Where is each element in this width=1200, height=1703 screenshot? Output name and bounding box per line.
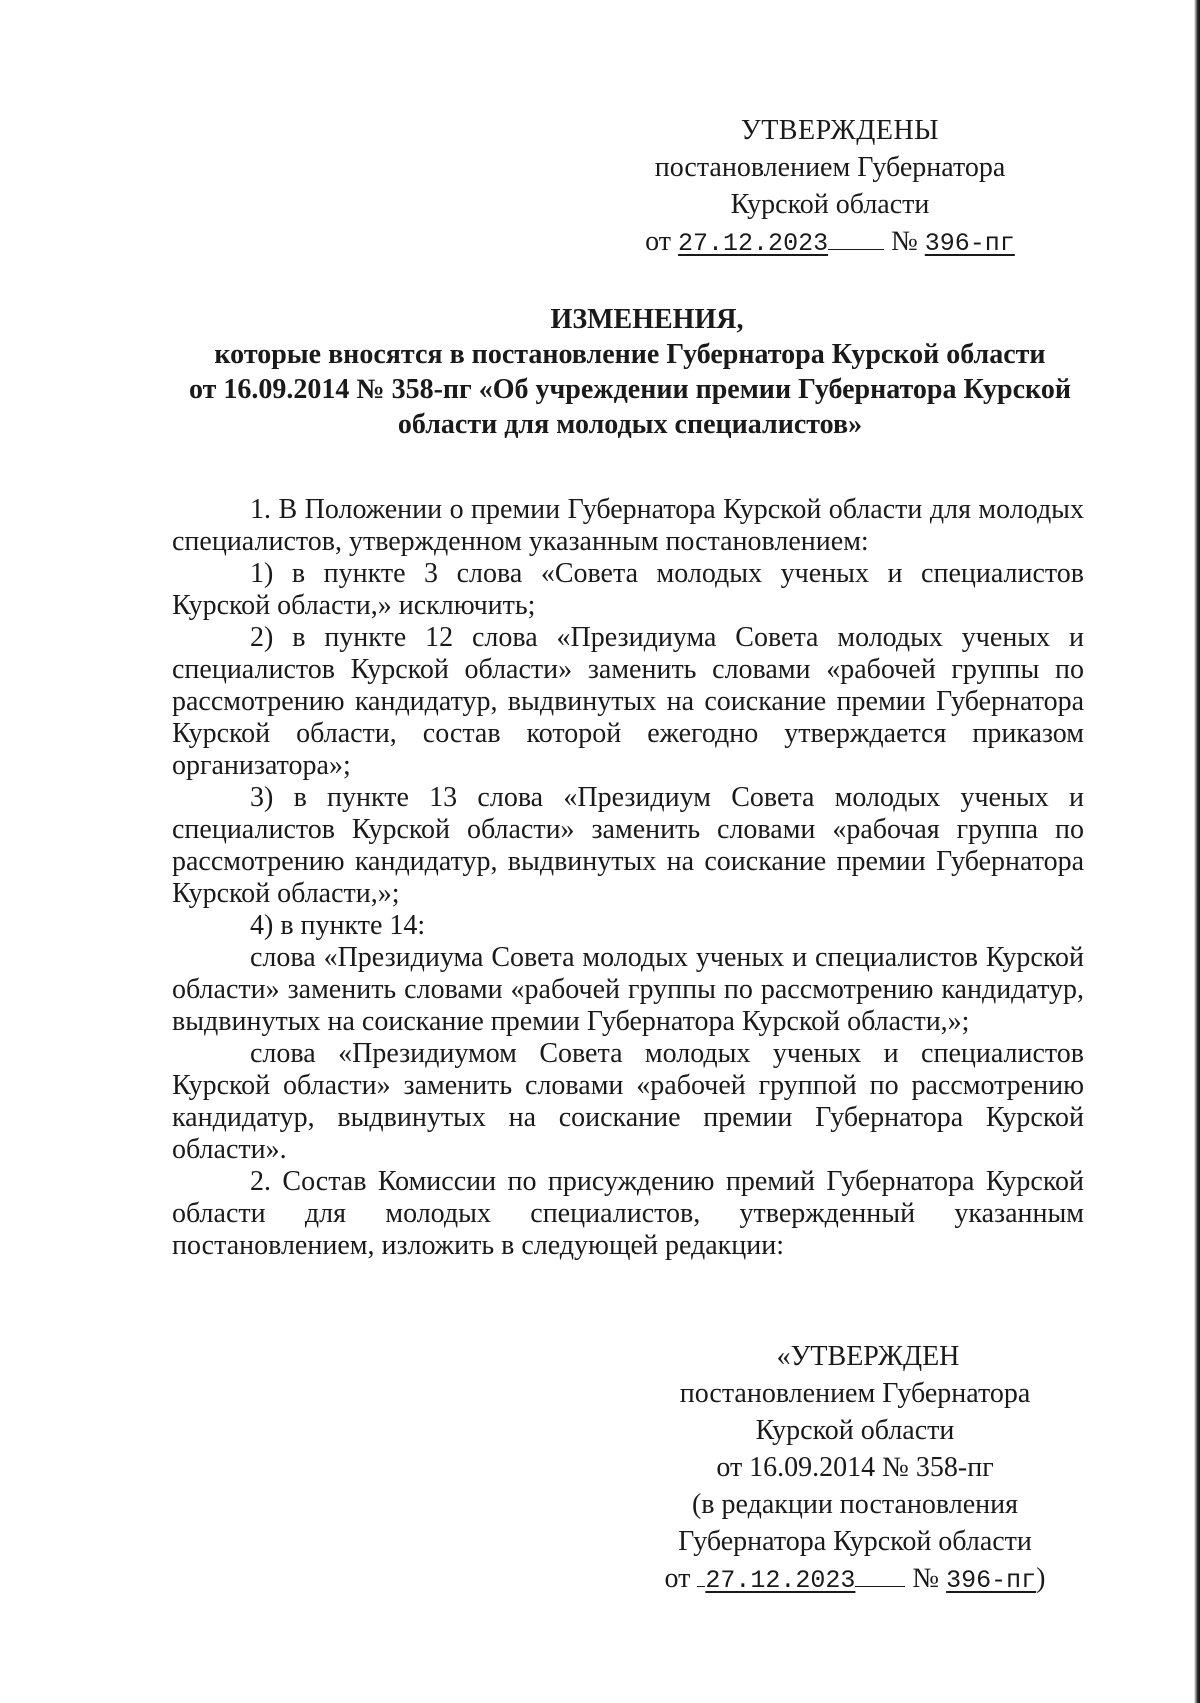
approval-line-2: Курской области	[730, 189, 930, 220]
paragraph: 2. Состав Комиссии по присуждению премий Губернатора Курской области для молодых специалистов, утвержденный указанным постановлением, изложить в следующей редакции:	[172, 1166, 1084, 1261]
closing-paren: )	[1036, 1563, 1046, 1594]
approval-heading: «УТВЕРЖДЕН	[776, 1341, 960, 1372]
approval-line-1: постановлением Губернатора	[654, 152, 1006, 183]
approval-stamp-bottom	[610, 1338, 1100, 1599]
approval-stamp-top	[560, 112, 1100, 262]
document-body	[172, 494, 1084, 1262]
number-prefix: №	[912, 1563, 940, 1594]
date-underline	[828, 227, 884, 250]
paragraph: слова «Президиума Совета молодых ученых и специалистов Курской области» заменить словами «рабочей группы по рассмотрению кандидатур, выдвинутых на соискание премии Губернатора Курской области,»;	[172, 942, 1084, 1037]
paragraph: 1) в пункте 3 слова «Совета молодых ученых и специалистов Курской области,» исключить;	[172, 558, 1084, 621]
title-line-4: области для молодых специалистов»	[397, 409, 863, 440]
approval-date-number	[610, 1560, 1100, 1599]
approval-date-number	[560, 223, 1100, 262]
title-line-3: от 16.09.2014 № 358-пг «Об учреждении премии Губернатора Курской	[189, 374, 1071, 405]
approval-number: 396-пг	[924, 229, 1015, 258]
approval-line-3: от 16.09.2014 № 358-пг	[716, 1452, 994, 1483]
paragraph: 2) в пункте 12 слова «Президиума Совета молодых ученых и специалистов Курской области» заменить словами «рабочей группы по рассмотрению кандидатур, выдвинутых на соискание премии Губернатора Курской области, состав которой ежегодно утверждается приказом организатора»;	[172, 622, 1084, 781]
approval-heading: УТВЕРЖДЕНЫ	[740, 115, 940, 146]
approval-number: 396-пг	[946, 1566, 1037, 1595]
approval-date: 27.12.2023	[678, 229, 829, 258]
paragraph: 4) в пункте 14:	[250, 910, 426, 941]
number-prefix: №	[891, 226, 918, 257]
approval-line-5: Губернатора Курской области	[678, 1526, 1032, 1557]
title-line-1: ИЗМЕНЕНИЯ,	[550, 304, 744, 335]
paragraph: 3) в пункте 13 слова «Президиум Совета молодых ученых и специалистов Курской области» заменить словами «рабочая группа по рассмотрению кандидатур, выдвинутых на соискание премии Губернатора Курской области,»;	[172, 782, 1084, 909]
date-underline	[855, 1564, 905, 1587]
document-title	[170, 302, 1090, 442]
paragraph: слова «Президиумом Совета молодых ученых и специалистов Курской области» заменить словами «рабочей группой по рассмотрению кандидатур, выдвинутых на соискание премии Губернатора Курской области».	[172, 1038, 1084, 1165]
date-prefix: от	[645, 226, 672, 257]
approval-line-2: Курской области	[755, 1415, 955, 1446]
paragraph: 1. В Положении о премии Губернатора Курской области для молодых специалистов, утвержденном указанным постановлением:	[172, 494, 1084, 557]
title-line-2: которые вносятся в постановление Губернатора Курской области	[214, 339, 1046, 370]
scan-edge-shadow	[1194, 0, 1200, 1703]
date-prefix: от	[664, 1563, 691, 1594]
approval-date: 27.12.2023	[705, 1566, 856, 1595]
approval-line-4: (в редакции постановления	[691, 1489, 1019, 1520]
approval-line-1: постановлением Губернатора	[679, 1378, 1031, 1409]
